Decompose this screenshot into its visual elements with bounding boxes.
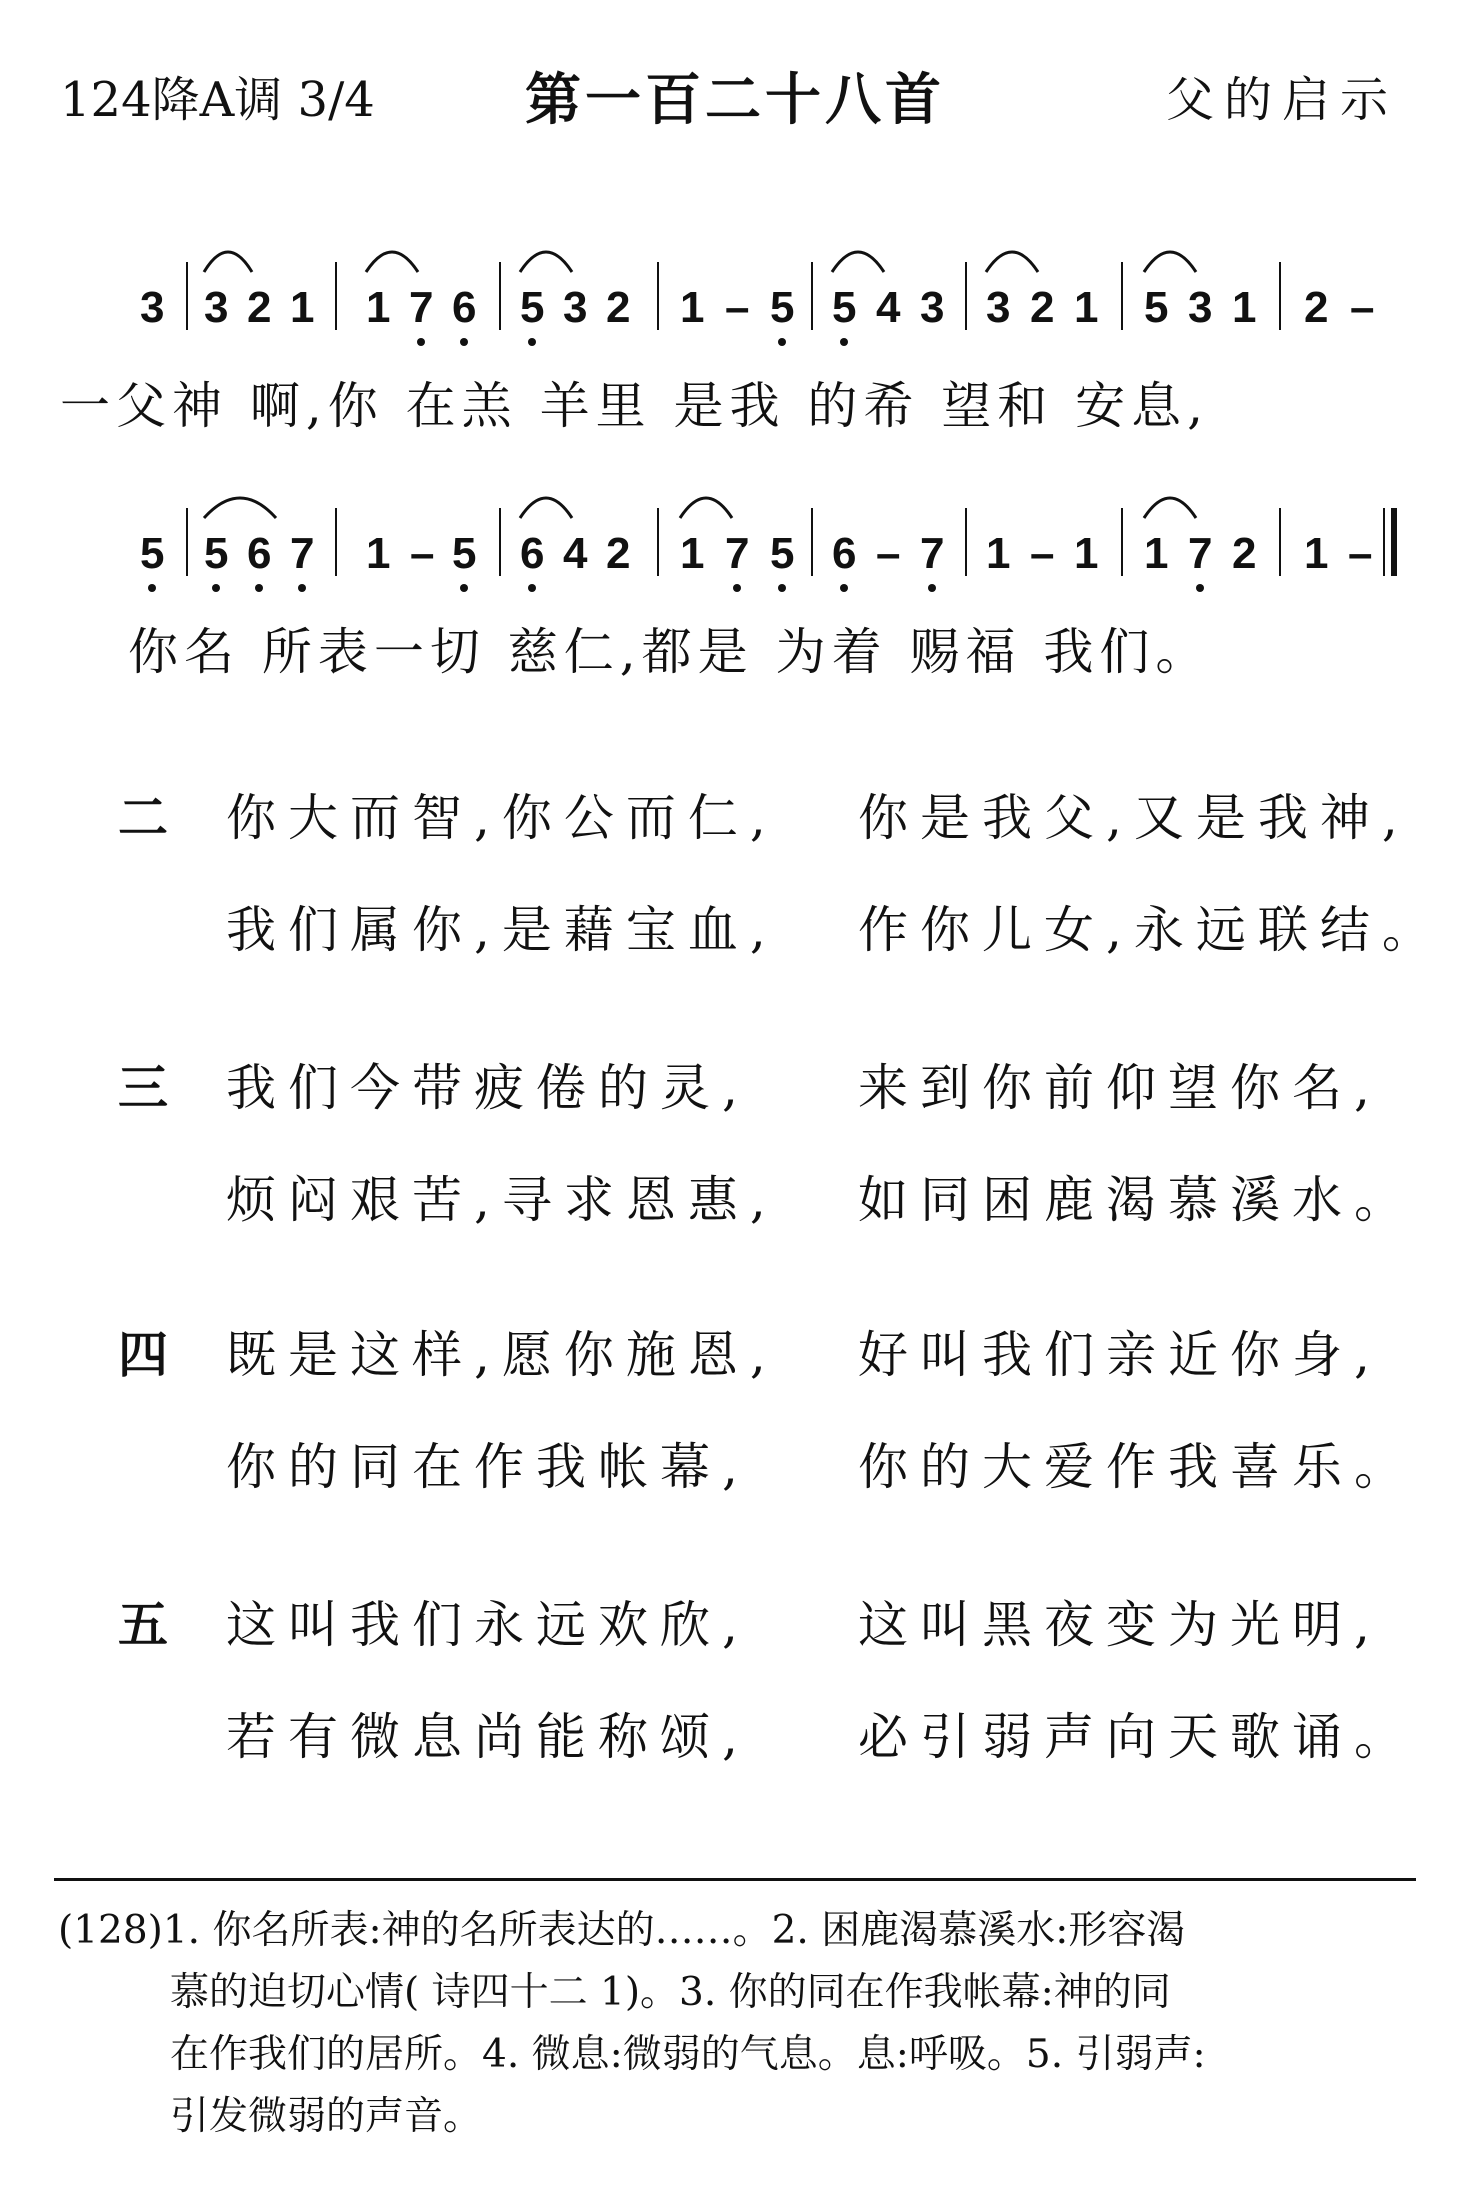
- svg-text:–: –: [1348, 529, 1373, 578]
- footnote-line: (128)1. 你名所表:神的名所表达的……。2. 困鹿渴慕溪水:形容渴: [58, 1908, 1186, 1953]
- score-line-1: [140, 252, 1374, 346]
- verse-number: 三: [118, 1058, 168, 1117]
- svg-text:6: 6: [452, 283, 477, 332]
- verse-line: 我们属你,是藉宝血,: [226, 901, 778, 959]
- verse-line: 我们今带疲倦的灵,: [226, 1059, 750, 1117]
- footnote-line: 在作我们的居所。4. 微息:微弱的气息。息:呼吸。5. 引弱声:: [170, 2032, 1206, 2077]
- svg-text:2: 2: [1232, 529, 1257, 578]
- verse-line: 你是我父,又是我神,: [858, 789, 1410, 847]
- verse-line: 你的同在作我帐幕,: [226, 1438, 750, 1496]
- svg-text:1: 1: [680, 529, 705, 578]
- svg-text:6: 6: [832, 529, 857, 578]
- svg-text:7: 7: [920, 529, 945, 578]
- svg-text:1: 1: [1232, 283, 1257, 332]
- hymn-key-signature: 124降A调 3/4: [60, 72, 375, 128]
- verse-line: 作你儿女,永远联结。: [858, 901, 1444, 959]
- footnote-line: 引发微弱的声音。: [170, 2094, 483, 2139]
- svg-text:5: 5: [1144, 283, 1169, 332]
- svg-text:5: 5: [204, 529, 229, 578]
- svg-text:3: 3: [986, 283, 1011, 332]
- verse-line: 若有微息尚能称颂,: [226, 1708, 750, 1766]
- verse-line: 这叫黑夜变为光明,: [858, 1596, 1382, 1654]
- svg-text:1: 1: [1144, 529, 1169, 578]
- svg-text:–: –: [725, 283, 750, 332]
- verse-line: 如同困鹿渴慕溪水。: [858, 1171, 1416, 1229]
- hymn-title: 第一百二十八首: [525, 67, 945, 133]
- footnote-line: 慕的迫切心情( 诗四十二 1)。3. 你的同在作我帐幕:神的同: [170, 1970, 1171, 2015]
- svg-text:6: 6: [520, 529, 545, 578]
- hymn-subtitle: 父的启示: [1165, 72, 1398, 128]
- svg-text:–: –: [876, 529, 901, 578]
- svg-text:3: 3: [140, 283, 165, 332]
- svg-text:3: 3: [563, 283, 588, 332]
- verse-line: 你大而智,你公而仁,: [226, 789, 778, 847]
- verse-line: 好叫我们亲近你身,: [858, 1326, 1382, 1384]
- svg-text:1: 1: [1304, 529, 1329, 578]
- svg-text:3: 3: [1188, 283, 1213, 332]
- svg-text:–: –: [1350, 283, 1375, 332]
- verse-number: 四: [118, 1325, 168, 1384]
- svg-text:1: 1: [366, 283, 391, 332]
- svg-text:2: 2: [1304, 283, 1329, 332]
- score-line-2: [140, 498, 1394, 592]
- verse-line: 既是这样,愿你施恩,: [226, 1326, 778, 1384]
- svg-text:1: 1: [290, 283, 315, 332]
- verse-line: 这叫我们永远欢欣,: [226, 1596, 750, 1654]
- svg-text:5: 5: [452, 529, 477, 578]
- lyric-line-1: 一父神 啊,你 在羔 羊里 是我 的希 望和 安息,: [60, 377, 1210, 435]
- svg-text:5: 5: [520, 283, 545, 332]
- svg-text:2: 2: [606, 283, 631, 332]
- svg-text:1: 1: [1074, 529, 1099, 578]
- svg-text:3: 3: [204, 283, 229, 332]
- svg-text:4: 4: [876, 283, 901, 332]
- svg-text:4: 4: [563, 529, 588, 578]
- svg-text:–: –: [1030, 529, 1055, 578]
- svg-text:–: –: [410, 529, 435, 578]
- svg-text:2: 2: [247, 283, 272, 332]
- svg-text:1: 1: [366, 529, 391, 578]
- lyric-line-2: 你名 所表一切 慈仁,都是 为着 赐福 我们。: [128, 623, 1212, 681]
- svg-text:6: 6: [247, 529, 272, 578]
- svg-text:1: 1: [680, 283, 705, 332]
- svg-text:7: 7: [290, 529, 315, 578]
- verse-line: 你的大爱作我喜乐。: [858, 1438, 1416, 1496]
- verse-number: 五: [118, 1595, 168, 1654]
- svg-text:5: 5: [832, 283, 857, 332]
- svg-text:2: 2: [606, 529, 631, 578]
- svg-text:5: 5: [770, 283, 795, 332]
- footnote-divider: [54, 1878, 1416, 1881]
- verse-line: 来到你前仰望你名,: [858, 1059, 1382, 1117]
- verse-line: 烦闷艰苦,寻求恩惠,: [226, 1171, 778, 1229]
- svg-text:5: 5: [770, 529, 795, 578]
- svg-text:5: 5: [140, 529, 165, 578]
- svg-text:7: 7: [409, 283, 434, 332]
- verse-line: 必引弱声向天歌诵。: [858, 1708, 1416, 1766]
- svg-text:3: 3: [920, 283, 945, 332]
- svg-text:1: 1: [986, 529, 1011, 578]
- svg-text:7: 7: [725, 529, 750, 578]
- svg-text:1: 1: [1074, 283, 1099, 332]
- svg-text:2: 2: [1030, 283, 1055, 332]
- score-notation: [0, 0, 1470, 700]
- svg-text:7: 7: [1188, 529, 1213, 578]
- verse-number: 二: [118, 788, 168, 847]
